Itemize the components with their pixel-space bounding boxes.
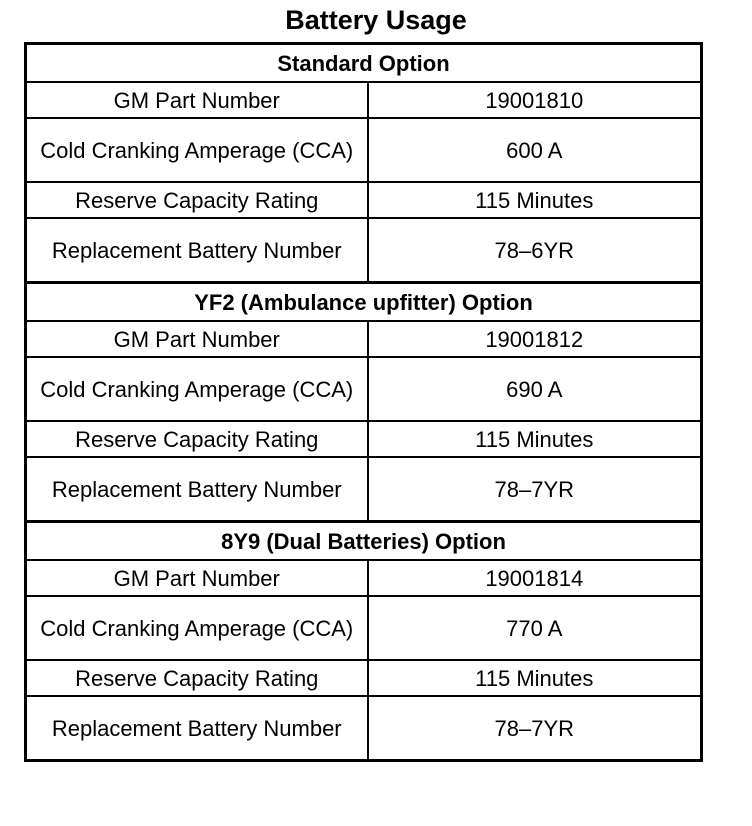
table-row	[26, 218, 702, 283]
table-row	[26, 82, 702, 118]
row-value: 115 Minutes	[368, 660, 702, 696]
row-value: 78–6YR	[368, 218, 702, 283]
section-heading: 8Y9 (Dual Batteries) Option	[26, 522, 702, 561]
table-row	[26, 118, 702, 182]
row-label: GM Part Number	[26, 82, 368, 118]
row-label: Replacement Battery Number	[26, 696, 368, 761]
row-label: Cold Cranking Amperage (CCA)	[26, 596, 368, 660]
row-label: Reserve Capacity Rating	[26, 421, 368, 457]
row-value: 600 A	[368, 118, 702, 182]
row-label: Replacement Battery Number	[26, 218, 368, 283]
table-row	[26, 321, 702, 357]
row-label: Reserve Capacity Rating	[26, 182, 368, 218]
row-value: 690 A	[368, 357, 702, 421]
battery-usage-table	[24, 42, 703, 762]
section-header-row	[26, 522, 702, 561]
page-title: Battery Usage	[285, 5, 467, 35]
table-row	[26, 696, 702, 761]
section-heading: Standard Option	[26, 44, 702, 83]
row-label: Cold Cranking Amperage (CCA)	[26, 357, 368, 421]
row-value: 19001814	[368, 560, 702, 596]
row-value: 78–7YR	[368, 457, 702, 522]
row-value: 115 Minutes	[368, 421, 702, 457]
table-row	[26, 596, 702, 660]
table-row	[26, 357, 702, 421]
row-label: Replacement Battery Number	[26, 457, 368, 522]
table-row	[26, 660, 702, 696]
table-row	[26, 457, 702, 522]
row-value: 115 Minutes	[368, 182, 702, 218]
section-heading: YF2 (Ambulance upfitter) Option	[26, 283, 702, 322]
row-value: 770 A	[368, 596, 702, 660]
table-row	[26, 182, 702, 218]
table-row	[26, 560, 702, 596]
row-label: GM Part Number	[26, 321, 368, 357]
row-label: Reserve Capacity Rating	[26, 660, 368, 696]
row-label: GM Part Number	[26, 560, 368, 596]
table-row	[26, 421, 702, 457]
row-value: 19001810	[368, 82, 702, 118]
section-header-row	[26, 44, 702, 83]
row-value: 78–7YR	[368, 696, 702, 761]
row-label: Cold Cranking Amperage (CCA)	[26, 118, 368, 182]
row-value: 19001812	[368, 321, 702, 357]
section-header-row	[26, 283, 702, 322]
